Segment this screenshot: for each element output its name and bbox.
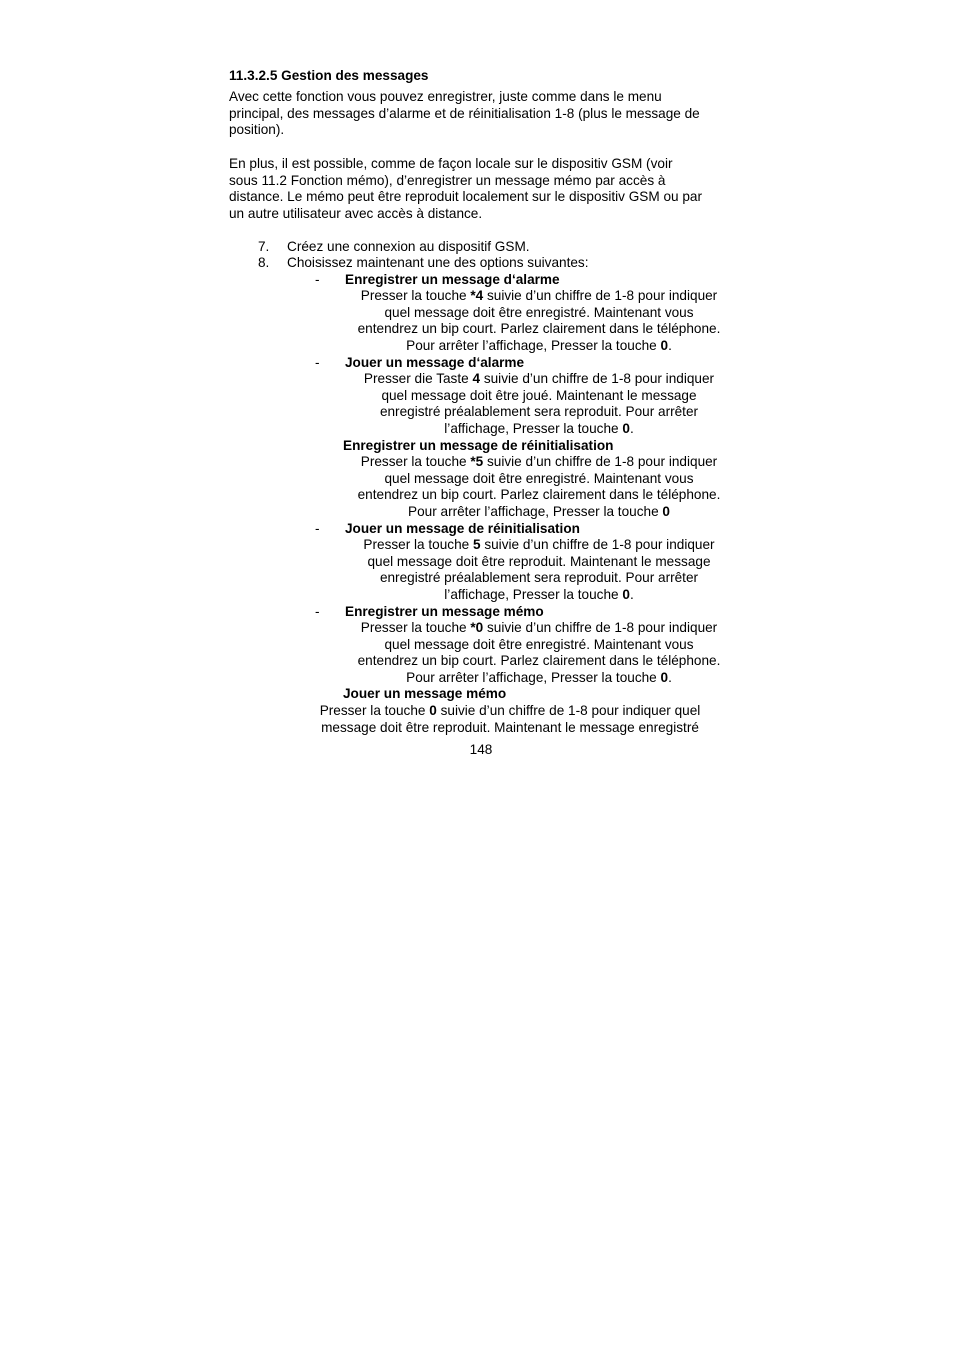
list-dash: - bbox=[315, 272, 320, 287]
intro-paragraph bbox=[229, 89, 739, 139]
option-title: Jouer un message mémo bbox=[343, 686, 507, 701]
option-title: Enregistrer un message de réinitialisation bbox=[343, 438, 614, 453]
step-number: 8. bbox=[258, 255, 270, 270]
option-description: Presser la touche 5 suivie d’un chiffre de 1-8 pour indiquer quel message doit être reproduit. Maintenant le message enregistré préalablement sera reproduit. Pour arrêter l’affichage, Presser la touche 0. bbox=[363, 537, 715, 603]
option-description: Presser la touche 0 suivie d’un chiffre de 1-8 pour indiquer quel message doit être reproduit. Maintenant le message enregistré bbox=[319, 703, 701, 735]
option-title: Jouer un message d‘alarme bbox=[345, 355, 525, 370]
memo-line: distance. Le mémo peut être reproduit localement sur le dispositiv GSM ou par bbox=[229, 189, 702, 205]
memo-line: sous 11.2 Fonction mémo), d’enregistrer un message mémo par accès à bbox=[229, 172, 666, 188]
list-dash: - bbox=[315, 604, 320, 619]
option-description: Presser die Taste 4 suivie d’un chiffre de 1-8 pour indiquer quel message doit être joué. Maintenant le message enregistré préalablement sera reproduit. Pour arrêter l’affichage, Presser la touche 0. bbox=[363, 371, 715, 437]
step-number: 7. bbox=[258, 239, 270, 254]
option-title: Enregistrer un message mémo bbox=[345, 604, 544, 619]
page-number: 148 bbox=[469, 742, 493, 757]
memo-paragraph bbox=[229, 156, 739, 223]
option-title: Jouer un message de réinitialisation bbox=[345, 521, 580, 536]
intro-line: Avec cette fonction vous pouvez enregistrer, juste comme dans le menu bbox=[229, 89, 662, 104]
list-dash: - bbox=[315, 521, 320, 536]
option-description: Presser la touche *5 suivie d’un chiffre de 1-8 pour indiquer quel message doit être enregistré. Maintenant vous entendrez un bip court. Parlez clairement dans le téléphone. Pour arrêter l’affichage, Presser la touche 0 bbox=[357, 454, 721, 520]
intro-line: position). bbox=[229, 122, 285, 138]
option-title: Enregistrer un message d‘alarme bbox=[345, 272, 560, 287]
step-text: Créez une connexion au dispositif GSM. bbox=[287, 239, 530, 254]
list-dash: - bbox=[315, 355, 320, 370]
section-heading: 11.3.2.5 Gestion des messages bbox=[229, 68, 429, 83]
step-text: Choisissez maintenant une des options suivantes: bbox=[287, 255, 589, 270]
memo-line: un autre utilisateur avec accès à distance. bbox=[229, 206, 483, 222]
option-description: Presser la touche *0 suivie d’un chiffre de 1-8 pour indiquer quel message doit être enregistré. Maintenant vous entendrez un bip court. Parlez clairement dans le téléphone. Pour arrêter l’affichage, Presser la touche 0. bbox=[357, 620, 721, 686]
intro-line: principal, des messages d’alarme et de réinitialisation 1-8 (plus le message de bbox=[229, 105, 700, 121]
option-description: Presser la touche *4 suivie d’un chiffre de 1-8 pour indiquer quel message doit être enregistré. Maintenant vous entendrez un bip court. Parlez clairement dans le téléphone. Pour arrêter l’affichage, Presser la touche 0. bbox=[357, 288, 721, 354]
memo-line: En plus, il est possible, comme de façon locale sur le dispositiv GSM (voir bbox=[229, 156, 673, 171]
